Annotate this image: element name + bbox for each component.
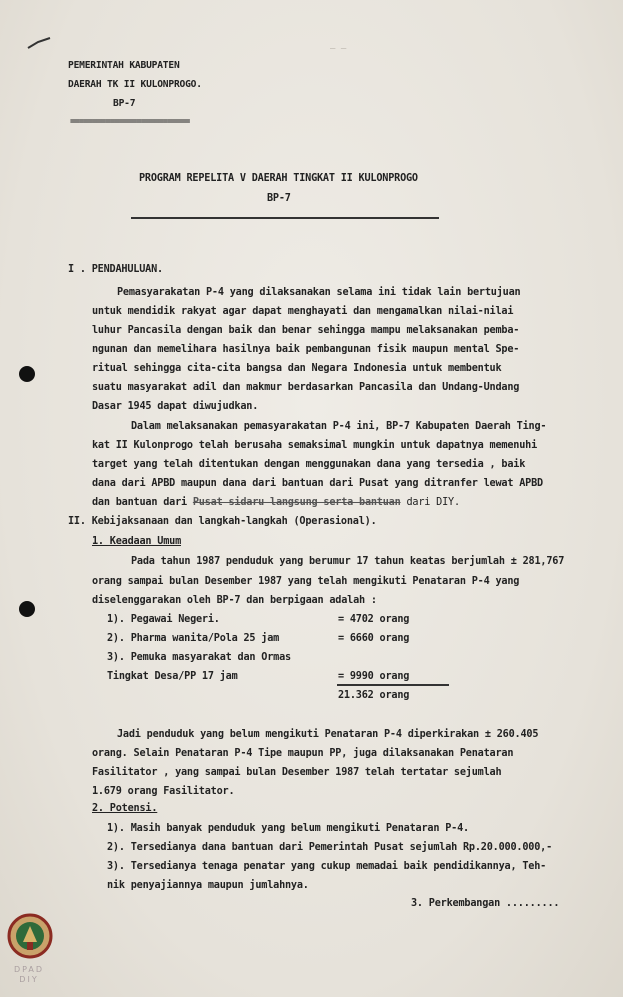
header-rule: =========================== <box>70 117 190 127</box>
sum-line <box>337 684 449 686</box>
list-item-label: 2). Pharma wanita/Pola 25 jam <box>107 633 280 644</box>
archive-logo-label <box>8 965 50 985</box>
paragraph-line-last <box>92 497 460 509</box>
pen-mark-icon <box>26 36 52 50</box>
list-item-label: 1). Pegawai Negeri. <box>107 614 220 625</box>
archive-label-line-2: DIY <box>19 975 39 984</box>
document-title: PROGRAM REPELITA V DAERAH TINGKAT II KULONPROGO <box>139 173 418 184</box>
paragraph-line: Pemasyarakatan P-4 yang dilaksanakan selama ini tidak lain bertujuan <box>117 287 521 298</box>
paragraph-line: luhur Pancasila dengan baik dan benar sehingga mampu melaksanakan pemba- <box>92 325 520 336</box>
list-item: 1). Masih banyak penduduk yang belum mengikuti Penataran P-4. <box>107 823 469 834</box>
list-total: 21.362 orang <box>338 690 410 701</box>
archive-label-line-1: DPAD <box>13 965 45 974</box>
continuation-note: 3. Perkembangan ......... <box>411 898 560 909</box>
paragraph-line: Pada tahun 1987 penduduk yang berumur 17 tahun keatas berjumlah ± 281,767 <box>131 556 565 567</box>
list-item-label: Tingkat Desa/PP 17 jam <box>107 671 238 682</box>
struck-text: Pusat sidaru langsung serta bantuan <box>192 497 401 508</box>
paragraph-line: target yang telah ditentukan dengan menggunakan dana yang tersedia , baik <box>92 459 526 470</box>
list-item: nik penyajiannya maupun jumlahnya. <box>107 880 309 891</box>
punch-hole <box>19 601 35 617</box>
paragraph-line: orang sampai bulan Desember 1987 yang telah mengikuti Penataran P-4 yang <box>92 576 520 587</box>
subsection-heading-keadaan-umum: 1. Keadaan Umum <box>92 536 182 547</box>
archive-seal-icon <box>6 912 54 962</box>
bleed-through-text: — — <box>330 44 347 54</box>
paragraph-text: dan bantuan dari <box>92 497 193 508</box>
list-item-value: = 4702 orang <box>338 614 410 625</box>
paragraph-line: Fasilitator , yang sampai bulan Desember 1987 telah tertatar sejumlah <box>92 767 502 778</box>
header-line-3: BP-7 <box>113 98 136 109</box>
paragraph-line: diselenggarakan oleh BP-7 dan berpigaan adalah : <box>92 595 377 606</box>
paragraph-line: Dasar 1945 dapat diwujudkan. <box>92 401 259 412</box>
list-item: 2). Tersedianya dana bantuan dari Pemerintah Pusat sejumlah Rp.20.000.000,- <box>107 842 553 853</box>
paragraph-line: ritual sehingga cita-cita bangsa dan Negara Indonesia untuk membentuk <box>92 363 502 374</box>
list-item-value: = 9990 orang <box>338 671 410 682</box>
list-item-label: 3). Pemuka masyarakat dan Ormas <box>107 652 291 663</box>
paragraph-line: untuk mendidik rakyat agar dapat menghayati dan mengamalkan nilai-nilai <box>92 306 514 317</box>
paragraph-line: dana dari APBD maupun dana dari bantuan dari Pusat yang ditranfer lewat APBD <box>92 478 543 489</box>
section-1-heading: I . PENDAHULUAN. <box>68 264 163 275</box>
paragraph-line: Jadi penduduk yang belum mengikuti Penataran P-4 diperkirakan ± 260.405 <box>117 729 539 740</box>
paragraph-line: kat II Kulonprogo telah berusaha semaksimal mungkin untuk dapatnya memenuhi <box>92 440 538 451</box>
document-subtitle: BP-7 <box>267 193 291 204</box>
paragraph-line: orang. Selain Penataran P-4 Tipe maupun PP, juga dilaksanakan Penataran <box>92 748 514 759</box>
paragraph-line: ngunan dan memelihara hasilnya baik pembangunan fisik maupun mental Spe- <box>92 344 520 355</box>
handwritten-correction: dari DIY. <box>400 497 460 508</box>
paragraph-line: Dalam melaksanakan pemasyarakatan P-4 ini, BP-7 Kabupaten Daerah Ting- <box>131 421 547 432</box>
section-2-heading: II. Kebijaksanaan dan langkah-langkah (Operasional). <box>68 516 377 527</box>
list-item: 3). Tersedianya tenaga penatar yang cukup memadai baik pendidikannya, Teh- <box>107 861 547 872</box>
title-underline <box>131 217 439 219</box>
header-line-2: DAERAH TK II KULONPROGO. <box>68 79 202 90</box>
subsection-heading-potensi: 2. Potensi. <box>92 803 158 814</box>
punch-hole <box>19 366 35 382</box>
paragraph-line: suatu masyarakat adil dan makmur berdasarkan Pancasila dan Undang-Undang <box>92 382 520 393</box>
list-item-value: = 6660 orang <box>338 633 410 644</box>
paragraph-line: 1.679 orang Fasilitator. <box>92 786 235 797</box>
header-line-1: PEMERINTAH KABUPATEN <box>68 60 180 71</box>
